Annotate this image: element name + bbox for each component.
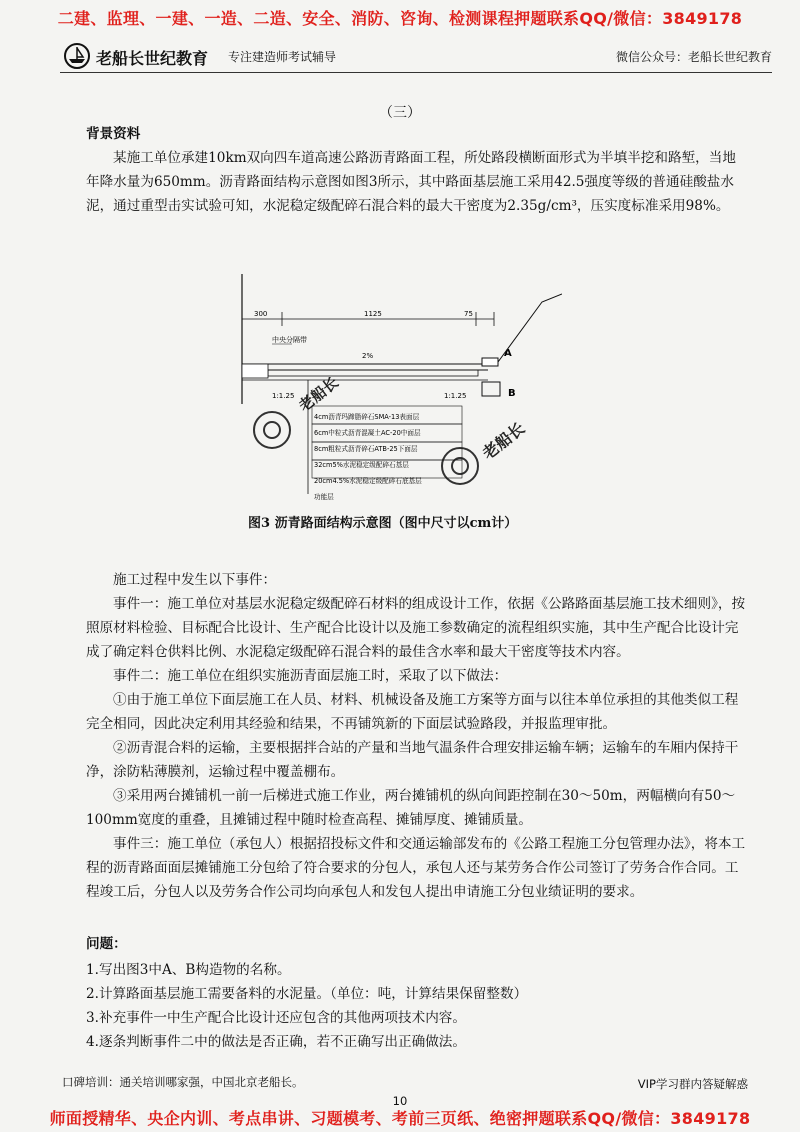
pavement-structure-figure: [232, 272, 562, 512]
events-intro: 施工过程中发生以下事件：: [113, 572, 277, 588]
question-4: 4.逐条判断事件二中的做法是否正确，若不正确写出正确做法。: [86, 1034, 466, 1050]
dim-75: 75: [464, 310, 473, 318]
header-slogan: 专注建造师考试辅导: [228, 50, 337, 64]
footer-right: VIP学习群内答疑解惑: [637, 1077, 748, 1091]
logo-text: 老船长世纪教育: [96, 49, 209, 68]
watermark-text-right: 老船长: [478, 418, 529, 464]
section-title: （三）: [379, 105, 421, 121]
header-rule: [60, 72, 772, 73]
event-2-item-3: ③采用两台摊铺机一前一后梯进式施工作业，两台摊铺机的纵向间距控制在30～50m，两幅横向有50～100mm宽度的重叠，且摊铺过程中随时检查高程、摊铺厚度、摊铺质量。: [86, 788, 736, 828]
question-2: 2.计算路面基层施工需要备料的水泥量。（单位：吨，计算结果保留整数）: [86, 986, 528, 1002]
slope-mark-right: 1:1.25: [444, 392, 467, 400]
layer-5: 20cm4.5%水泥稳定级配碎石底基层: [314, 477, 422, 485]
label-a: A: [504, 348, 512, 359]
watermark-text-left: 老船长: [295, 373, 342, 416]
questions-heading: 问题：: [86, 936, 127, 952]
page-header: [52, 40, 772, 74]
ship-logo-icon: [62, 42, 92, 70]
logo: [62, 42, 222, 70]
top-banner: 二建、监理、一建、一造、二造、安全、消防、咨询、检测课程押题联系QQ/微信：3849178: [57, 9, 743, 28]
background-heading: 背景资料: [86, 126, 141, 142]
question-3: 3.补充事件一中生产配合比设计还应包含的其他两项技术内容。: [86, 1010, 466, 1026]
layer-3: 8cm粗粒式沥青碎石ATB-25下面层: [314, 445, 418, 453]
bottom-banner: 师面授精华、央企内训、考点串讲、习题模考、考前三页纸、绝密押题联系QQ/微信：3849178: [49, 1109, 751, 1128]
watermark-stamp-right: [442, 419, 528, 484]
event-3: 事件三：施工单位（承包人）根据招投标文件和交通运输部发布的《公路工程施工分包管理办法》，将本工程的沥青路面面层摊铺施工分包给了符合要求的分包人，承包人还与某劳务合作公司签订了劳务合作合同。工程竣工后，分包人以及劳务合作公司均向承包人和发包人提出申请施工分包业绩证明的要求。: [86, 836, 746, 900]
slope-label: 2%: [362, 352, 374, 360]
median-label: 中央分隔带: [272, 336, 307, 344]
event-2-item-1: ①由于施工单位下面层施工在人员、材料、机械设备及施工方案等方面与以往本单位承担的其他类似工程完全相同，因此决定利用其经验和结果，不再铺筑新的下面层试验路段，并报监理审批。: [86, 692, 739, 732]
label-b: B: [508, 388, 516, 399]
question-1: 1.写出图3中A、B构造物的名称。: [86, 962, 291, 978]
event-1: 事件一：施工单位对基层水泥稳定级配碎石材料的组成设计工作，依据《公路路面基层施工技术细则》，按照原材料检验、目标配合比设计、生产配合比设计以及施工参数确定的流程组织实施，其中生产配合比设计完成了确定料仓供料比例、水泥稳定级配碎石混合料的最佳含水率和最大干密度等技术内容。: [86, 596, 746, 660]
layer-1: 4cm沥青玛蹄脂碎石SMA-13表面层: [314, 413, 420, 421]
event-2-item-2: ②沥青混合料的运输，主要根据拌合站的产量和当地气温条件合理安排运输车辆；运输车的车厢内保持干净，涂防粘薄膜剂，运输过程中覆盖棚布。: [86, 740, 739, 780]
layer-4: 32cm5%水泥稳定级配碎石基层: [314, 461, 409, 469]
event-2: 事件二：施工单位在组织实施沥青面层施工时，采取了以下做法：: [113, 668, 508, 684]
header-wechat: 微信公众号：老船长世纪教育: [615, 50, 772, 64]
dim-1125: 1125: [364, 310, 382, 318]
footer-left: 口碑培训：通关培训哪家强，中国北京老船长。: [62, 1075, 304, 1089]
dim-300: 300: [254, 310, 268, 318]
figure-caption: 图3 沥青路面结构示意图（图中尺寸以cm计）: [248, 516, 518, 531]
slope-mark-left: 1:1.25: [272, 392, 295, 400]
layer-6: 功能层: [314, 493, 334, 501]
page-number: 10: [392, 1094, 408, 1108]
background-text: 某施工单位承建10km双向四车道高速公路沥青路面工程，所处路段横断面形式为半填半挖和路堑，当地年降水量为650mm。沥青路面结构示意图如图3所示，其中路面基层施工采用42.5强度等级的普通硅酸盐水泥，通过重型击实试验可知，水泥稳定级配碎石混合料的最大干密度为2.35g/cm³，压实度标准采用98%。: [86, 150, 736, 214]
layer-2: 6cm中粒式沥青混凝土AC-20中面层: [314, 429, 421, 437]
